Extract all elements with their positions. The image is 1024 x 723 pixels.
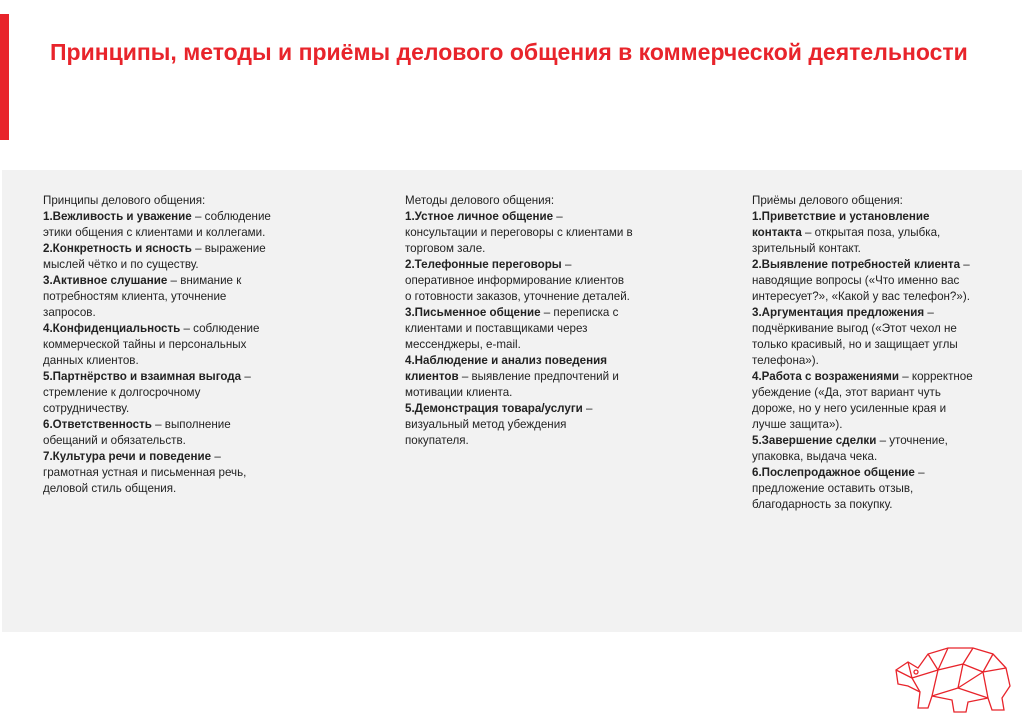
item-title: 7.Культура речи и поведение [43,450,212,463]
item-title: 3.Активное слушание [43,274,168,287]
item-text: – выражение мыслей чётко и по существу. [43,242,266,271]
list-item [752,465,980,513]
list-item [43,273,271,321]
item-text: – соблюдение коммерческой тайны и персональных данных клиентов. [43,322,260,367]
list-item [43,417,271,449]
list-item [43,241,271,273]
list-item [43,449,271,497]
item-text: – консультации и переговоры с клиентами в торговом зале. [405,210,633,255]
list-item [43,321,271,369]
item-title: 4.Конфиденциальность [43,322,181,335]
column-heading: Приёмы делового общения: [752,194,903,207]
item-title: 3.Письменное общение [405,306,541,319]
item-text: – оперативное информирование клиентов о готовности заказов, уточнение деталей. [405,258,630,303]
column-3 [752,193,980,513]
item-text: – открытая поза, улыбка, зрительный контакт. [752,226,941,255]
item-text: – корректное убеждение («Да, этот вариант чуть дороже, но у него усиленные края и лучше защита»). [752,370,973,431]
item-text: – наводящие вопросы («Что именно вас интересует?», «Какой у вас телефон?»). [752,258,970,303]
item-title: 6.Послепродажное общение [752,466,915,479]
item-title: 2.Выявление потребностей клиента [752,258,961,271]
item-title: 3.Аргументация предложения [752,306,925,319]
list-item [752,209,980,257]
rhino-logo-icon [888,640,1018,715]
item-text: – выявление предпочтений и мотивации клиента. [405,370,619,399]
accent-bar [0,14,9,140]
item-title: 6.Ответственность [43,418,152,431]
item-text: – подчёркивание выгод («Этот чехол не только красивый, но и защищает углы телефона»). [752,306,958,367]
item-title: 5.Завершение сделки [752,434,877,447]
column-heading: Принципы делового общения: [43,194,206,207]
list-item [405,401,633,449]
item-title: 1.Устное личное общение [405,210,554,223]
item-text: – предложение оставить отзыв, благодарность за покупку. [752,466,925,511]
item-text: – внимание к потребностям клиента, уточнение запросов. [43,274,242,319]
page-title: Принципы, методы и приёмы делового общения в коммерческой деятельности [50,39,968,65]
item-text: – визуальный метод убеждения покупателя. [405,402,593,447]
list-item [405,257,633,305]
item-title: 5.Партнёрство и взаимная выгода [43,370,242,383]
item-text: – выполнение обещаний и обязательств. [43,418,231,447]
list-item [405,353,633,401]
list-item [43,369,271,417]
item-text: – соблюдение этики общения с клиентами и коллегами. [43,210,271,239]
item-title: 2.Конкретность и ясность [43,242,192,255]
item-text: – стремление к долгосрочному сотрудничеству. [43,370,251,415]
column-2 [405,193,633,449]
list-item [752,257,980,305]
list-item [752,305,980,369]
item-title: 2.Телефонные переговоры [405,258,562,271]
list-item [405,305,633,353]
column-heading: Методы делового общения: [405,194,555,207]
list-item [752,433,980,465]
item-text: – переписка с клиентами и поставщиками через мессенджеры, e-mail. [405,306,619,351]
item-title: 5.Демонстрация товара/услуги [405,402,583,415]
item-text: – уточнение, упаковка, выдача чека. [752,434,948,463]
item-title: 1.Приветствие и установление контакта [752,210,930,239]
list-item [405,209,633,257]
item-title: 4.Работа с возражениями [752,370,899,383]
item-text: – грамотная устная и письменная речь, деловой стиль общения. [43,450,247,495]
column-1 [43,193,271,497]
list-item [752,369,980,433]
list-item [43,209,271,241]
item-title: 1.Вежливость и уважение [43,210,192,223]
item-title: 4.Наблюдение и анализ поведения клиентов [405,354,608,383]
